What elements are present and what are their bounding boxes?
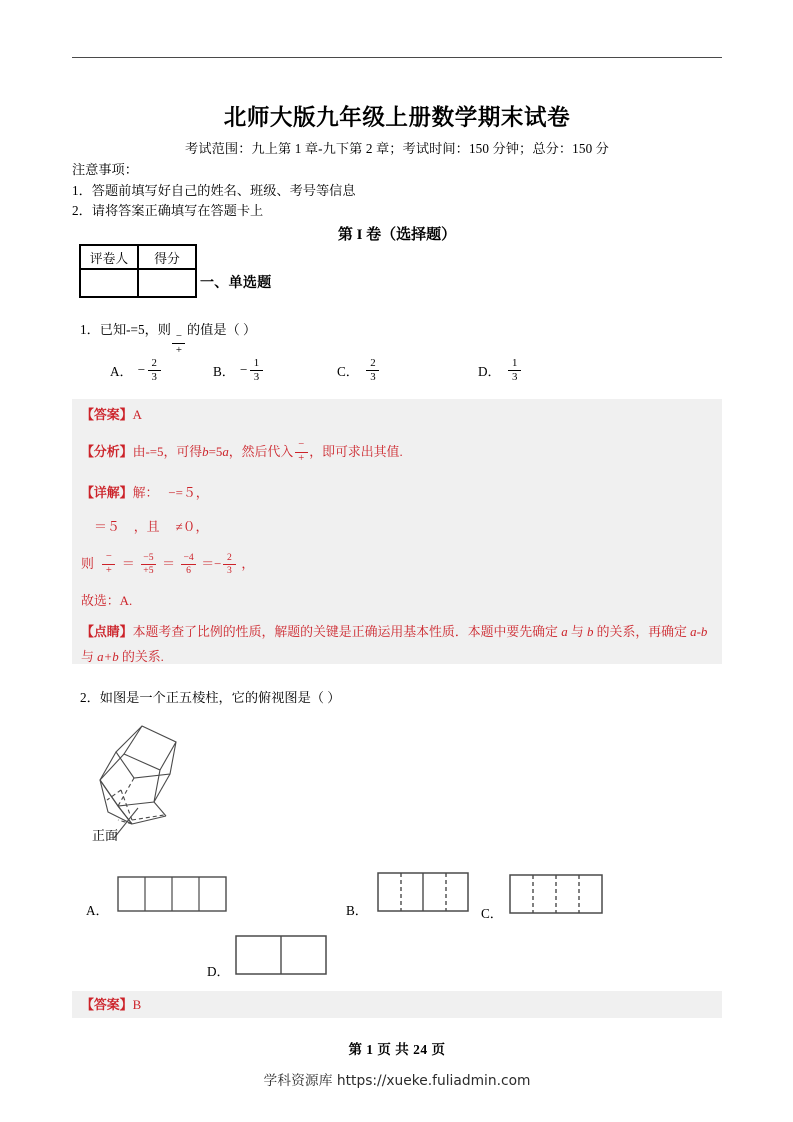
notice-item-1: 1．答题前填写好自己的姓名、班级、考号等信息 bbox=[72, 182, 356, 198]
answer-tag-q2: 【答案】 bbox=[81, 998, 133, 1012]
grader-header-score: 得分 bbox=[138, 245, 196, 269]
question-1-stem-equation: -=5 bbox=[126, 322, 145, 337]
answer-value: A bbox=[132, 408, 142, 422]
option-b[interactable] bbox=[213, 358, 264, 383]
analysis-part-2: =5 bbox=[208, 444, 223, 459]
point-text-3: 的关系，再确定 bbox=[593, 625, 691, 639]
option-b-figure bbox=[377, 872, 469, 917]
option-b-fraction: $\frac{1}{3}$ bbox=[250, 358, 263, 383]
option-d-label: D． bbox=[478, 363, 501, 379]
detail-line-3: 则 $\frac{-}{+}$ ＝ $\frac{-5}{+5}$ ＝ $\frac{-4}{6}$ ＝ − $\frac{2}{3}$ ， bbox=[81, 551, 255, 576]
point-var-a-plus-b: a+b bbox=[97, 650, 119, 664]
detail-line-2 bbox=[94, 518, 208, 537]
analysis-var-a: a bbox=[222, 444, 229, 459]
point-var-a-minus-b: a-b bbox=[690, 625, 708, 639]
analysis-fraction: $\frac{-}{+}$ bbox=[295, 440, 308, 464]
frac-result-sign: − bbox=[214, 556, 222, 571]
volume-heading: 第 I 卷（选择题） bbox=[337, 227, 457, 243]
option-c-svg bbox=[509, 874, 603, 914]
point-text-4: 与 bbox=[81, 650, 98, 664]
option-d-svg bbox=[235, 935, 327, 975]
option-a-sign: − bbox=[137, 362, 146, 378]
choose-text: 故选：A. bbox=[81, 594, 133, 608]
option-b-label-q2[interactable]: B． bbox=[346, 903, 368, 918]
question-1-stem-fraction: $\frac{-}{+}$ bbox=[172, 331, 185, 356]
detail-equation-2: ＝５ bbox=[94, 520, 120, 534]
option-a-label-q2[interactable]: A． bbox=[86, 903, 109, 918]
point-text-1: 本题考查了比例的性质，解题的关键是正确运用基本性质．本题中要先确定 bbox=[132, 625, 562, 639]
option-c[interactable] bbox=[337, 358, 381, 383]
option-b-svg bbox=[377, 872, 469, 912]
section-heading: 一、单选题 bbox=[200, 276, 272, 291]
option-b-sign: − bbox=[239, 362, 248, 378]
detail-line-1 bbox=[81, 484, 209, 503]
analysis-tag: 【分析】 bbox=[81, 444, 133, 459]
question-2-stem bbox=[80, 688, 340, 707]
question-2-number: 2． bbox=[80, 690, 100, 705]
option-c-figure bbox=[509, 874, 603, 919]
point-tag: 【点睛】 bbox=[81, 625, 133, 639]
analysis-part-1: 由-=5，可得 bbox=[132, 444, 203, 459]
analysis-part-3: ，然后代入 bbox=[228, 444, 294, 459]
notice-item-2: 2．请将答案正确填写在答题卡上 bbox=[72, 203, 264, 218]
question-2-stem-text: 如图是一个正五棱柱，它的俯视图是（ ） bbox=[99, 690, 341, 705]
grader-value-reviewer[interactable] bbox=[80, 269, 138, 297]
option-d-label-q2[interactable]: D． bbox=[207, 964, 230, 979]
point-var-b: b bbox=[586, 625, 594, 639]
frac-chain-2: $\frac{-5}{+5}$ bbox=[143, 551, 154, 576]
question-1-number: 1． bbox=[80, 322, 100, 337]
analysis-line bbox=[81, 440, 403, 464]
frac-chain-3: $\frac{-4}{6}$ bbox=[183, 551, 194, 576]
table-row-header bbox=[80, 245, 196, 269]
point-text-5: 的关系. bbox=[118, 650, 164, 664]
option-a[interactable] bbox=[110, 358, 162, 383]
detail-comma: ， bbox=[241, 556, 255, 571]
grader-value-score[interactable] bbox=[138, 269, 196, 297]
table-row-values bbox=[80, 269, 196, 297]
question-2-solution-block bbox=[72, 991, 722, 1018]
question-1-stem-suffix: 的值是（ ） bbox=[186, 322, 257, 337]
answer-tag: 【答案】 bbox=[81, 408, 133, 422]
question-1-stem-prefix: 已知 bbox=[99, 322, 127, 337]
grader-table bbox=[79, 244, 197, 298]
analysis-var-b: b bbox=[202, 444, 209, 459]
detail-equation-1: −=５， bbox=[168, 486, 209, 500]
option-b-label: B． bbox=[213, 363, 235, 379]
front-face-label: 正面 bbox=[92, 828, 119, 843]
option-a-fraction: $\frac{2}{3}$ bbox=[148, 358, 161, 383]
question-1-options bbox=[80, 356, 720, 390]
detail-equation-2b: ，且 bbox=[133, 520, 160, 534]
option-a-svg bbox=[117, 876, 227, 912]
point-var-a: a bbox=[561, 625, 568, 639]
option-a-label: A． bbox=[110, 363, 133, 379]
footer-source: 学科资源库 https://xueke.fuliadmin.com bbox=[263, 1073, 531, 1089]
option-d[interactable] bbox=[478, 358, 523, 383]
frac-result: $\frac{2}{3}$ bbox=[223, 553, 236, 575]
option-c-label: C． bbox=[337, 363, 359, 379]
question-1-solution-block bbox=[72, 399, 722, 664]
option-a-figure bbox=[117, 876, 227, 917]
point-line bbox=[81, 620, 713, 670]
question-1-stem-middle: ，则 bbox=[144, 322, 171, 337]
header-rule bbox=[72, 57, 722, 58]
page-title: 北师大版九年级上册数学期末试卷 bbox=[223, 105, 571, 130]
detail-part-1: 解： bbox=[132, 486, 159, 500]
notice-heading: 注意事项： bbox=[72, 162, 138, 177]
detail-equation-2c: ≠０， bbox=[175, 520, 209, 534]
answer-line-q2 bbox=[81, 996, 141, 1015]
option-d-fraction: $\frac{1}{3}$ bbox=[508, 358, 521, 383]
footer-page-number: 第 1 页 共 24 页 bbox=[348, 1042, 446, 1057]
option-d-figure bbox=[235, 935, 327, 980]
frac-chain-1: $\frac{-}{+}$ bbox=[102, 552, 115, 576]
question-1-stem bbox=[80, 320, 256, 356]
point-text-2: 与 bbox=[567, 625, 587, 639]
detail-tag: 【详解】 bbox=[81, 486, 133, 500]
option-c-label-q2[interactable]: C． bbox=[481, 906, 503, 921]
option-c-fraction: $\frac{2}{3}$ bbox=[366, 358, 379, 383]
exam-subtitle: 考试范围：九上第 1 章-九下第 2 章；考试时间：150 分钟；总分：150 分 bbox=[185, 141, 609, 156]
grader-header-reviewer: 评卷人 bbox=[80, 245, 138, 269]
analysis-part-4: ，即可求出其值. bbox=[309, 444, 403, 459]
answer-value-q2: B bbox=[132, 998, 142, 1012]
choose-line bbox=[81, 592, 132, 611]
detail-then: 则 bbox=[81, 556, 94, 571]
answer-line bbox=[81, 406, 142, 425]
notice-block bbox=[72, 160, 722, 222]
